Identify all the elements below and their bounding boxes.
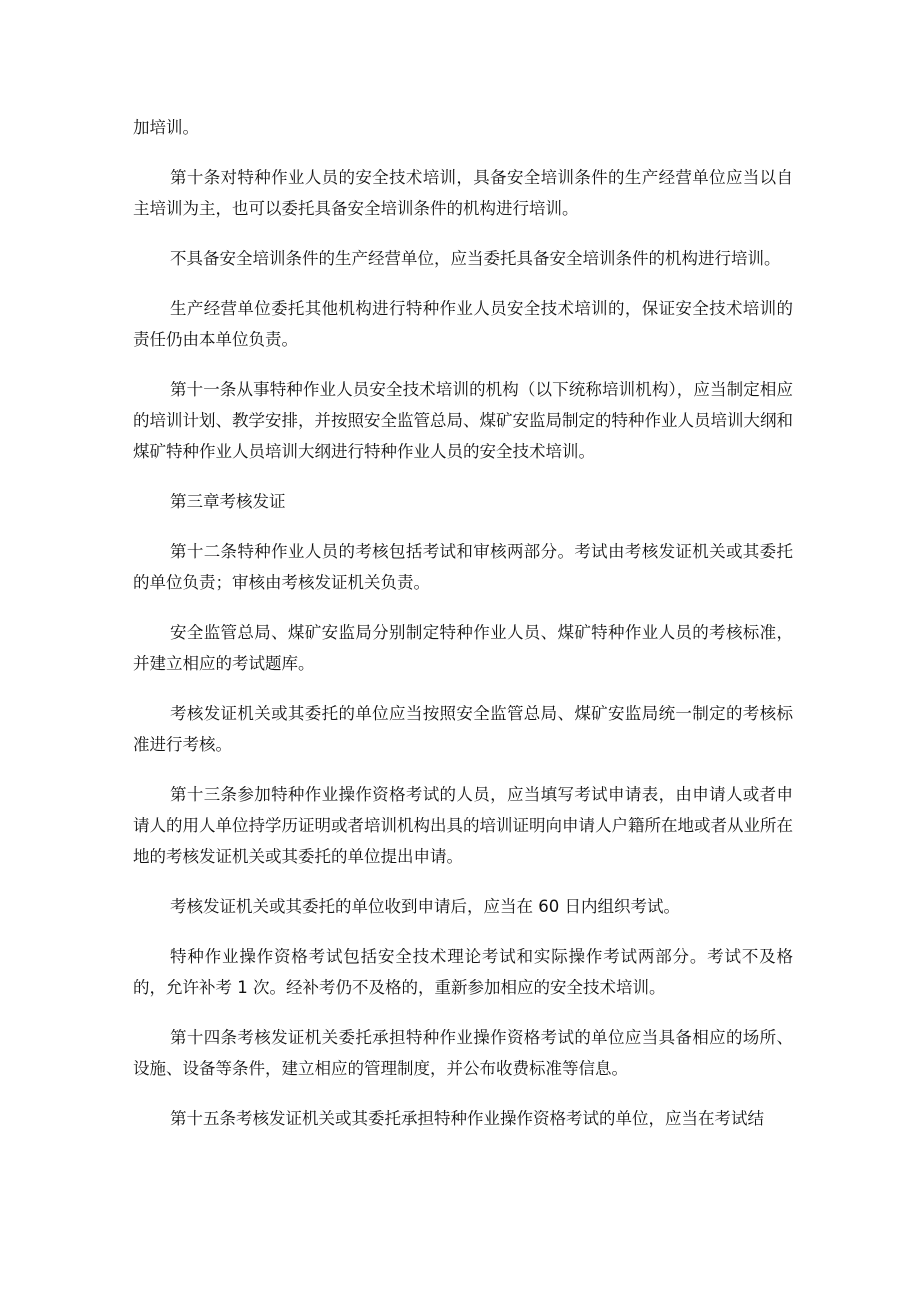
- paragraph-article-12: 第十二条特种作业人员的考核包括考试和审核两部分。考试由考核发证机关或其委托的单位负责；审核由考核发证机关负责。: [133, 542, 793, 592]
- document-body: [133, 112, 793, 1153]
- paragraph-article-14: 第十四条考核发证机关委托承担特种作业操作资格考试的单位应当具备相应的场所、设施、设备等条件，建立相应的管理制度，并公布收费标准等信息。: [133, 1028, 793, 1078]
- paragraph-article-15: 第十五条考核发证机关或其委托承担特种作业操作资格考试的单位，应当在考试结: [170, 1109, 764, 1128]
- paragraph: 不具备安全培训条件的生产经营单位，应当委托具备安全培训条件的机构进行培训。: [170, 249, 781, 268]
- chapter-heading: 第三章考核发证: [170, 492, 286, 511]
- paragraph-article-10: 第十条对特种作业人员的安全技术培训，具备安全培训条件的生产经营单位应当以自主培训为主，也可以委托具备安全培训条件的机构进行培训。: [133, 168, 793, 218]
- paragraph: 特种作业操作资格考试包括安全技术理论考试和实际操作考试两部分。考试不及格的，允许补考 1 次。经补考仍不及格的，重新参加相应的安全技术培训。: [133, 947, 793, 997]
- paragraph-article-11: 第十一条从事特种作业人员安全技术培训的机构（以下统称培训机构），应当制定相应的培训计划、教学安排，并按照安全监管总局、煤矿安监局制定的特种作业人员培训大纲和煤矿特种作业人员培训大纲进行特种作业人员的安全技术培训。: [133, 380, 793, 461]
- paragraph: 考核发证机关或其委托的单位收到申请后，应当在 60 日内组织考试。: [170, 897, 680, 916]
- paragraph: 生产经营单位委托其他机构进行特种作业人员安全技术培训的，保证安全技术培训的责任仍由本单位负责。: [133, 299, 793, 349]
- paragraph: 考核发证机关或其委托的单位应当按照安全监管总局、煤矿安监局统一制定的考核标准进行考核。: [133, 704, 793, 754]
- paragraph: 安全监管总局、煤矿安监局分别制定特种作业人员、煤矿特种作业人员的考核标准，并建立相应的考试题库。: [133, 623, 793, 673]
- paragraph-continuation: 加培训。: [133, 118, 199, 137]
- paragraph-article-13: 第十三条参加特种作业操作资格考试的人员，应当填写考试申请表，由申请人或者申请人的用人单位持学历证明或者培训机构出具的培训证明向申请人户籍所在地或者从业所在地的考核发证机关或其委托的单位提出申请。: [133, 785, 793, 866]
